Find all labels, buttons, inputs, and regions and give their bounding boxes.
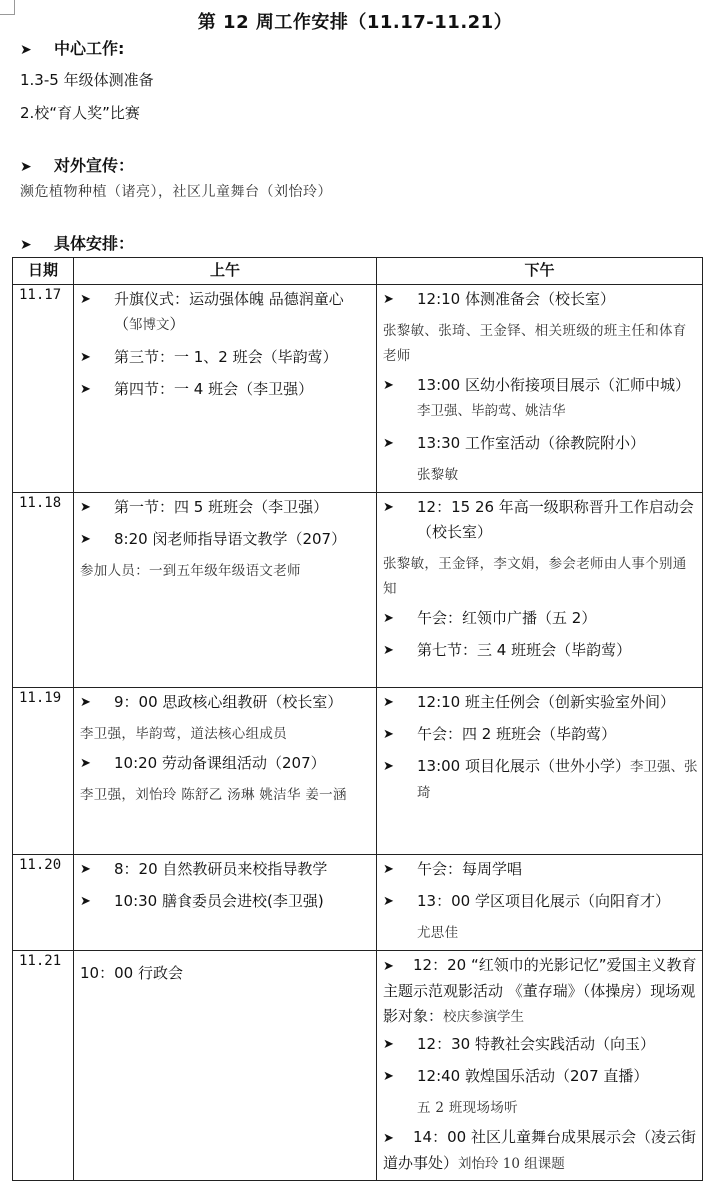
list-item bbox=[80, 377, 372, 402]
pm-cell bbox=[377, 285, 703, 493]
item-text-wrap bbox=[114, 287, 372, 338]
arrow-bullet-icon: ➤ bbox=[383, 759, 394, 774]
list-item bbox=[383, 373, 698, 424]
item-text: 14：00 社区儿童舞台成果展示会（凌云街道办事处） bbox=[383, 1128, 696, 1172]
am-cell bbox=[74, 688, 377, 855]
participants-note: 张黎敏、张琦、王金铎、相关班级的班主任和体育老师 bbox=[383, 323, 687, 364]
arrow-bullet-icon: ➤ bbox=[383, 894, 394, 909]
item-text: 13：00 学区项目化展示（向阳育才） bbox=[417, 892, 670, 910]
schedule-table bbox=[12, 257, 703, 1181]
arrow-bullet-icon: ➤ bbox=[80, 756, 91, 771]
item-text-wrap bbox=[114, 527, 372, 552]
item-note: 邹博文 bbox=[129, 317, 170, 333]
list-item bbox=[383, 287, 698, 312]
am-cell bbox=[74, 493, 377, 688]
item-text-wrap bbox=[114, 495, 372, 520]
center-work-item-2: 2.校“育人奖”比赛 bbox=[20, 104, 140, 122]
page-title: 第 12 周工作安排（11.17-11.21） bbox=[197, 12, 513, 33]
item-note: 刘怡玲 10 组课题 bbox=[458, 1156, 565, 1172]
item-text-wrap bbox=[417, 638, 698, 663]
arrow-bullet-icon: ➤ bbox=[20, 237, 32, 253]
item-text-wrap bbox=[417, 889, 698, 914]
item-text-wrap bbox=[417, 722, 698, 747]
item-text: 第四节：一 4 班会（李卫强） bbox=[114, 380, 314, 398]
arrow-bullet-icon: ➤ bbox=[383, 500, 394, 515]
am-cell bbox=[74, 855, 377, 951]
arrow-bullet-icon: ➤ bbox=[383, 1069, 394, 1084]
item-text-wrap bbox=[417, 373, 698, 424]
am-cell bbox=[74, 285, 377, 493]
pm-cell bbox=[377, 855, 703, 951]
publicity-text: 濒危植物种植（诸亮），社区儿童舞台（刘怡玲） bbox=[20, 184, 332, 200]
date-cell: 11.20 bbox=[13, 855, 74, 951]
item-text-end: ） bbox=[169, 315, 185, 333]
list-item bbox=[383, 754, 698, 806]
schedule-heading-text: 具体安排： bbox=[54, 234, 135, 253]
list-item bbox=[383, 953, 698, 1030]
date-cell: 11.17 bbox=[13, 285, 74, 493]
list-item bbox=[383, 638, 698, 663]
center-work-heading-text: 中心工作: bbox=[54, 39, 125, 58]
item-text: 9：00 思政核心组教研（校长室） bbox=[114, 693, 343, 711]
center-work-heading bbox=[20, 36, 124, 59]
list-item bbox=[383, 1032, 698, 1057]
participants-note: 张黎敏，王金铎，李文娟，参会老师由人事个别通知 bbox=[383, 556, 687, 597]
arrow-bullet-icon: ➤ bbox=[383, 727, 394, 742]
schedule-heading bbox=[20, 231, 134, 254]
item-text: 13:30 工作室活动（徐教院附小） bbox=[417, 434, 645, 452]
header-am: 上午 bbox=[74, 258, 377, 285]
item-text: 升旗仪式：运动强体魄 品德润童心（ bbox=[114, 290, 344, 333]
item-text-wrap bbox=[114, 377, 372, 402]
arrow-bullet-icon: ➤ bbox=[80, 292, 91, 307]
item-text: 8：20 自然教研员来校指导教学 bbox=[114, 860, 328, 878]
participants-note: 张黎敏 bbox=[417, 467, 459, 483]
list-item bbox=[383, 606, 698, 631]
item-text-wrap bbox=[417, 1064, 698, 1089]
item-text: 12:40 敦煌国乐活动（207 直播） bbox=[417, 1067, 649, 1085]
list-item bbox=[383, 889, 698, 914]
table-row bbox=[13, 285, 703, 493]
publicity-heading bbox=[20, 153, 134, 176]
plain-entry: 10：00 行政会 bbox=[80, 964, 183, 982]
item-text-wrap bbox=[417, 1032, 698, 1057]
item-note: 李卫强、张琦 bbox=[417, 759, 698, 801]
list-item bbox=[383, 857, 698, 882]
arrow-bullet-icon: ➤ bbox=[383, 862, 394, 877]
table-row bbox=[13, 493, 703, 688]
list-item bbox=[383, 431, 698, 456]
participants-note: 参加人员：一到五年级年级语文老师 bbox=[80, 563, 301, 579]
publicity-heading-text: 对外宣传： bbox=[54, 156, 135, 175]
schedule-header-row bbox=[13, 258, 703, 285]
am-cell bbox=[74, 951, 377, 1181]
item-text: 午会：每周学唱 bbox=[417, 860, 523, 878]
item-text-wrap bbox=[114, 889, 372, 914]
arrow-bullet-icon: ➤ bbox=[80, 862, 91, 877]
list-item bbox=[80, 751, 372, 776]
participants-note: 尤思佳 bbox=[417, 925, 459, 941]
item-text-wrap bbox=[114, 751, 372, 776]
arrow-bullet-icon: ➤ bbox=[383, 643, 394, 658]
item-text: 午会：红领巾广播（五 2） bbox=[417, 609, 597, 627]
item-text: 10:30 膳食委员会进校(李卫强) bbox=[114, 892, 324, 910]
item-text: 12：15 26 年高一级职称晋升工作启动会（校长室） bbox=[417, 498, 694, 541]
item-text-wrap bbox=[417, 857, 698, 882]
arrow-bullet-icon: ➤ bbox=[383, 611, 394, 626]
table-row bbox=[13, 855, 703, 951]
arrow-bullet-icon: ➤ bbox=[383, 1037, 394, 1052]
pm-cell bbox=[377, 688, 703, 855]
list-item bbox=[383, 1125, 698, 1177]
date-cell: 11.18 bbox=[13, 493, 74, 688]
item-text: 第七节：三 4 班班会（毕韵莺） bbox=[417, 641, 632, 659]
pm-cell bbox=[377, 951, 703, 1181]
table-row bbox=[13, 688, 703, 855]
item-text: 13:00 项目化展示（世外小学） bbox=[417, 757, 630, 775]
pm-cell bbox=[377, 493, 703, 688]
date-cell: 11.19 bbox=[13, 688, 74, 855]
item-text: 12：30 特教社会实践活动（向玉） bbox=[417, 1035, 655, 1053]
list-item bbox=[383, 722, 698, 747]
item-text-wrap bbox=[114, 345, 372, 370]
item-text-wrap bbox=[114, 857, 372, 882]
arrow-bullet-icon: ➤ bbox=[80, 894, 91, 909]
list-item bbox=[80, 287, 372, 338]
arrow-bullet-icon: ➤ bbox=[383, 959, 394, 974]
arrow-bullet-icon: ➤ bbox=[80, 532, 91, 547]
item-text-wrap bbox=[417, 754, 698, 806]
table-row bbox=[13, 951, 703, 1181]
item-text: 8:20 闵老师指导语文教学（207） bbox=[114, 530, 347, 548]
arrow-bullet-icon: ➤ bbox=[383, 436, 394, 451]
list-item bbox=[80, 495, 372, 520]
item-note: 李卫强、毕韵莺、姚洁华 bbox=[417, 403, 566, 419]
arrow-bullet-icon: ➤ bbox=[383, 378, 394, 393]
item-text: 12：20 “红领巾的光影记忆”爱国主义教育主题示范观影活动 《董存瑞》（体操房）现场观影对象： bbox=[383, 956, 697, 1025]
item-text: 第一节：四 5 班班会（李卫强） bbox=[114, 498, 329, 516]
participants-note: 李卫强，刘怡玲 陈舒乙 汤琳 姚洁华 姜一涵 bbox=[80, 787, 347, 803]
item-text-wrap bbox=[417, 606, 698, 631]
item-text: 第三节：一 1、2 班会（毕韵莺） bbox=[114, 348, 338, 366]
item-text-wrap bbox=[417, 495, 698, 545]
item-text: 10:20 劳动备课组活动（207） bbox=[114, 754, 326, 772]
date-cell: 11.21 bbox=[13, 951, 74, 1181]
header-date: 日期 bbox=[13, 258, 74, 285]
list-item bbox=[80, 857, 372, 882]
arrow-bullet-icon: ➤ bbox=[383, 1131, 394, 1146]
header-pm: 下午 bbox=[377, 258, 703, 285]
item-text-wrap bbox=[114, 690, 372, 715]
item-text: 13:00 区幼小衔接项目展示（汇师中城） bbox=[417, 376, 690, 394]
arrow-bullet-icon: ➤ bbox=[80, 695, 91, 710]
arrow-bullet-icon: ➤ bbox=[383, 695, 394, 710]
item-text-wrap bbox=[417, 287, 698, 312]
participants-note: 五 2 班现场场听 bbox=[417, 1100, 518, 1116]
item-text: 12:10 体测准备会（校长室） bbox=[417, 290, 615, 308]
arrow-bullet-icon: ➤ bbox=[80, 350, 91, 365]
item-text-wrap bbox=[417, 690, 698, 715]
arrow-bullet-icon: ➤ bbox=[80, 382, 91, 397]
item-text-wrap bbox=[417, 431, 698, 456]
item-note: 校庆参演学生 bbox=[443, 1009, 525, 1025]
list-item bbox=[80, 527, 372, 552]
item-text: 午会：四 2 班班会（毕韵莺） bbox=[417, 725, 617, 743]
arrow-bullet-icon: ➤ bbox=[20, 42, 32, 58]
item-text: 12:10 班主任例会（创新实验室外间） bbox=[417, 693, 675, 711]
list-item bbox=[383, 495, 698, 545]
arrow-bullet-icon: ➤ bbox=[80, 500, 91, 515]
list-item bbox=[80, 345, 372, 370]
arrow-bullet-icon: ➤ bbox=[383, 292, 394, 307]
list-item bbox=[80, 690, 372, 715]
list-item bbox=[383, 1064, 698, 1089]
arrow-bullet-icon: ➤ bbox=[20, 159, 32, 175]
participants-note: 李卫强，毕韵莺，道法核心组成员 bbox=[80, 726, 287, 742]
center-work-item-1: 1.3-5 年级体测准备 bbox=[20, 71, 154, 89]
list-item bbox=[383, 690, 698, 715]
list-item bbox=[80, 889, 372, 914]
